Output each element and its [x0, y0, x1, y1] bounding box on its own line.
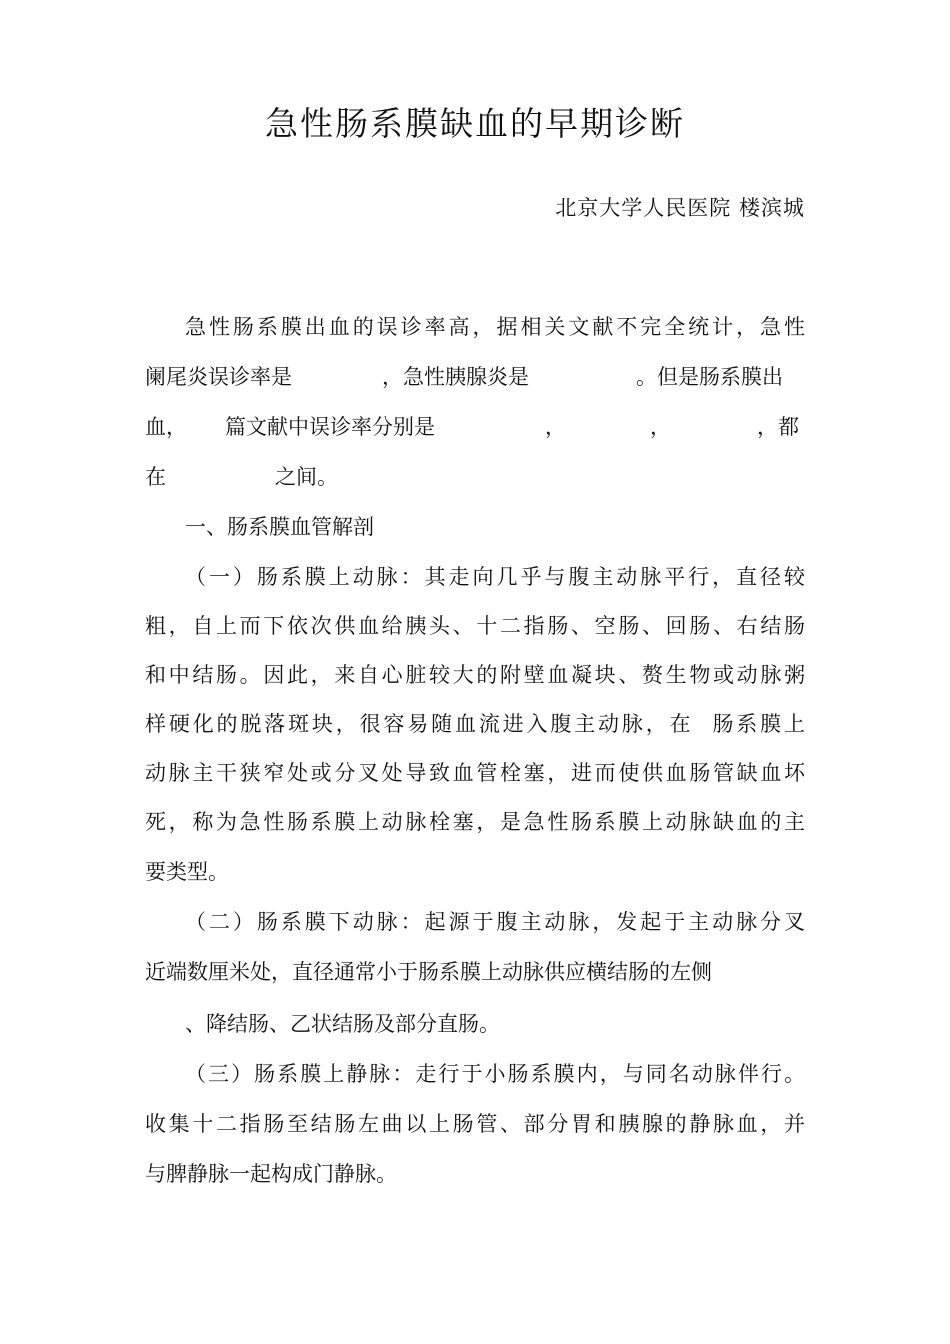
intro-line-3-part-2: 篇文献中误诊率分别是 [225, 415, 435, 439]
p2-line-2: 近端数厘米处，直径通常小于肠系膜上动脉供应横结肠的左侧 [145, 960, 712, 984]
intro-line-3-part-5: ，都 [757, 415, 799, 439]
p3-line-1: （三）肠系膜上静脉：走行于小肠系膜内，与同名动脉伴行。 [185, 1062, 805, 1086]
p3-line-2: 收集十二指肠至结肠左曲以上肠管、部分胃和胰腺的静脉血，并 [145, 1112, 805, 1136]
intro-line-1: 急性肠系膜出血的误诊率高，据相关文献不完全统计，急性 [185, 315, 805, 339]
intro-line-4-part-1: 在 [145, 465, 166, 489]
p2-line-3: 、降结肠、乙状结肠及部分直肠。 [185, 1012, 500, 1036]
intro-line-2-part-3: 。但是肠系膜出 [636, 365, 783, 389]
p1-line-6: 死，称为急性肠系膜上动脉栓塞，是急性肠系膜上动脉缺血的主 [145, 810, 805, 834]
section-heading: 一、肠系膜血管解剖 [185, 515, 374, 539]
p1-line-4: 样硬化的脱落斑块，很容易随血流进入腹主动脉，在 肠系膜上 [145, 712, 805, 736]
intro-line-3-part-1: 血， [145, 415, 187, 439]
intro-line-2-part-1: 阑尾炎误诊率是 [145, 365, 292, 389]
p1-line-3: 和中结肠。因此，来自心脏较大的附壁血凝块、赘生物或动脉粥 [145, 663, 805, 687]
p3-line-3: 与脾静脉一起构成门静脉。 [145, 1162, 397, 1186]
p2-line-1: （二）肠系膜下动脉：起源于腹主动脉，发起于主动脉分叉 [185, 910, 805, 934]
p1-line-2: 粗，自上而下依次供血给胰头、十二指肠、空肠、回肠、右结肠 [145, 614, 805, 638]
document-title: 急性肠系膜缺血的早期诊断 [265, 104, 685, 143]
intro-line-3-part-4: ， [650, 415, 671, 439]
p1-line-5: 动脉主干狭窄处或分叉处导致血管栓塞，进而使供血肠管缺血坏 [145, 761, 805, 785]
p1-line-7: 要类型。 [145, 860, 229, 884]
author-line: 北京大学人民医院 楼滨城 [555, 196, 805, 220]
p1-line-1: （一）肠系膜上动脉：其走向几乎与腹主动脉平行，直径较 [185, 565, 805, 589]
intro-line-4-part-2: 之间。 [275, 465, 338, 489]
intro-line-2-part-2: ，急性胰腺炎是 [382, 365, 529, 389]
intro-line-3-part-3: ， [545, 415, 566, 439]
